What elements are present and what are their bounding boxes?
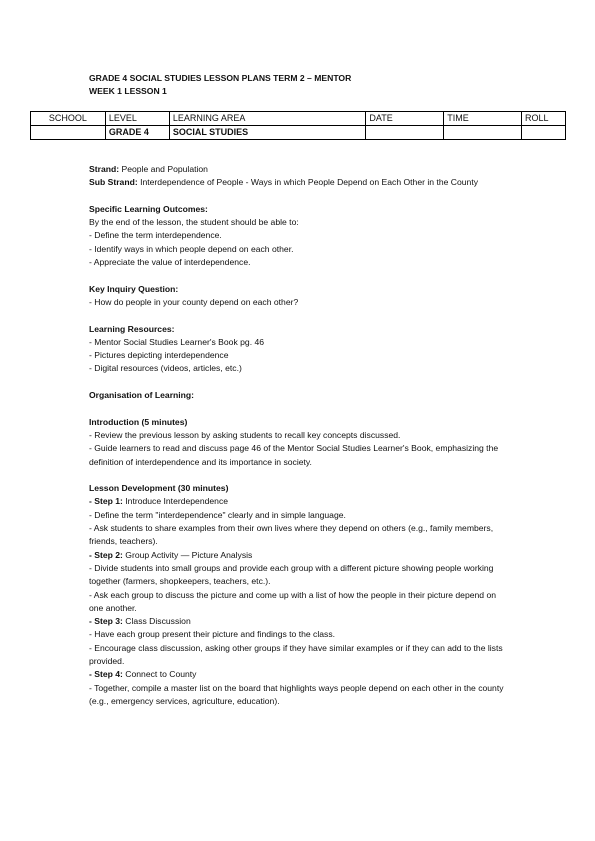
list-item: - Review the previous lesson by asking students to recall key concepts discussed. [89, 429, 401, 440]
introduction-section [89, 416, 509, 469]
value-cell-time [444, 126, 522, 140]
strand-line [89, 163, 509, 176]
organisation-heading: Organisation of Learning: [89, 390, 195, 401]
sub-strand-label: Sub Strand: [89, 177, 138, 188]
sub-strand-text: Interdependence of People - Ways in which People Depend on Each Other in the County [137, 177, 479, 188]
lesson-content [89, 163, 509, 708]
development-heading: Lesson Development (30 minutes) [89, 483, 229, 494]
info-table-header-row [31, 112, 566, 126]
header-cell-learning-area: LEARNING AREA [169, 112, 366, 126]
list-item: - Ask each group to discuss the picture and come up with a list of how the people in their picture depend on one another. [89, 589, 497, 613]
list-item: - Digital resources (videos, articles, etc.) [89, 363, 242, 374]
resources-section [89, 323, 509, 376]
step-3-title [89, 615, 509, 628]
step-1-title [89, 495, 509, 508]
step-label: - Step 2: [89, 549, 123, 560]
step-title: Introduce Interdependence [122, 496, 229, 507]
strand-label: Strand: [89, 164, 120, 174]
value-cell-level: GRADE 4 [105, 126, 169, 140]
list-item: - Identify ways in which people depend on each other. [89, 243, 294, 254]
list-item: - Guide learners to read and discuss page 46 of the Mentor Social Studies Learner's Book, emphasizing the definition of interdependence and its importance in society. [89, 443, 499, 467]
step-title: Connect to County [122, 669, 197, 680]
resources-heading: Learning Resources: [89, 323, 175, 334]
strand-text: People and Population [119, 164, 208, 174]
header-cell-time: TIME [444, 112, 522, 126]
header-cell-level: LEVEL [105, 112, 169, 126]
info-table-value-row [31, 126, 566, 140]
list-item: - Together, compile a master list on the board that highlights ways people depend on each other in the county (e.g., emergency services, agriculture, education). [89, 682, 504, 706]
sub-strand-line [89, 176, 509, 189]
value-cell-school [31, 126, 106, 140]
organisation-section [89, 389, 509, 402]
value-cell-roll [522, 126, 566, 140]
list-item: - Define the term "interdependence" clearly and in simple language. [89, 509, 346, 520]
inquiry-section [89, 283, 509, 310]
list-item: - Encourage class discussion, asking other groups if they have similar examples or if they can add to the lists provided. [89, 642, 503, 666]
lesson-info-table [30, 111, 566, 140]
step-label: - Step 4: [89, 669, 123, 680]
step-4-title [89, 668, 509, 681]
development-section [89, 482, 509, 708]
step-title: Group Activity — Picture Analysis [122, 549, 253, 560]
step-label: - Step 1: [89, 496, 123, 507]
document-header [89, 72, 351, 98]
value-cell-date [366, 126, 444, 140]
list-item: - Define the term interdependence. [89, 230, 222, 241]
header-cell-date: DATE [366, 112, 444, 126]
value-cell-learning-area: SOCIAL STUDIES [169, 126, 366, 140]
header-cell-school: SCHOOL [31, 112, 106, 126]
list-item: - Divide students into small groups and provide each group with a different picture showing people working together (farmers, shopkeepers, teachers, etc.). [89, 562, 494, 587]
document-subtitle: WEEK 1 LESSON 1 [89, 86, 167, 96]
step-title: Class Discussion [122, 616, 191, 627]
list-item: - Pictures depicting interdependence [89, 350, 229, 361]
inquiry-heading: Key Inquiry Question: [89, 283, 179, 294]
list-item: - Ask students to share examples from their own lives where they depend on others (e.g., family members, friends, teachers). [89, 523, 494, 547]
outcomes-heading: Specific Learning Outcomes: [89, 203, 208, 214]
list-item: - Mentor Social Studies Learner's Book pg. 46 [89, 336, 265, 347]
list-item: - How do people in your county depend on each other? [89, 296, 299, 307]
outcomes-intro: By the end of the lesson, the student should be able to: [89, 217, 299, 228]
list-item: - Appreciate the value of interdependence. [89, 257, 251, 268]
step-2-title [89, 549, 509, 562]
document-title: GRADE 4 SOCIAL STUDIES LESSON PLANS TERM 2 – MENTOR [89, 73, 352, 83]
outcomes-section [89, 203, 509, 269]
list-item: - Have each group present their picture and findings to the class. [89, 629, 336, 640]
step-label: - Step 3: [89, 616, 123, 627]
header-cell-roll: ROLL [522, 112, 566, 126]
introduction-heading: Introduction (5 minutes) [89, 416, 188, 427]
